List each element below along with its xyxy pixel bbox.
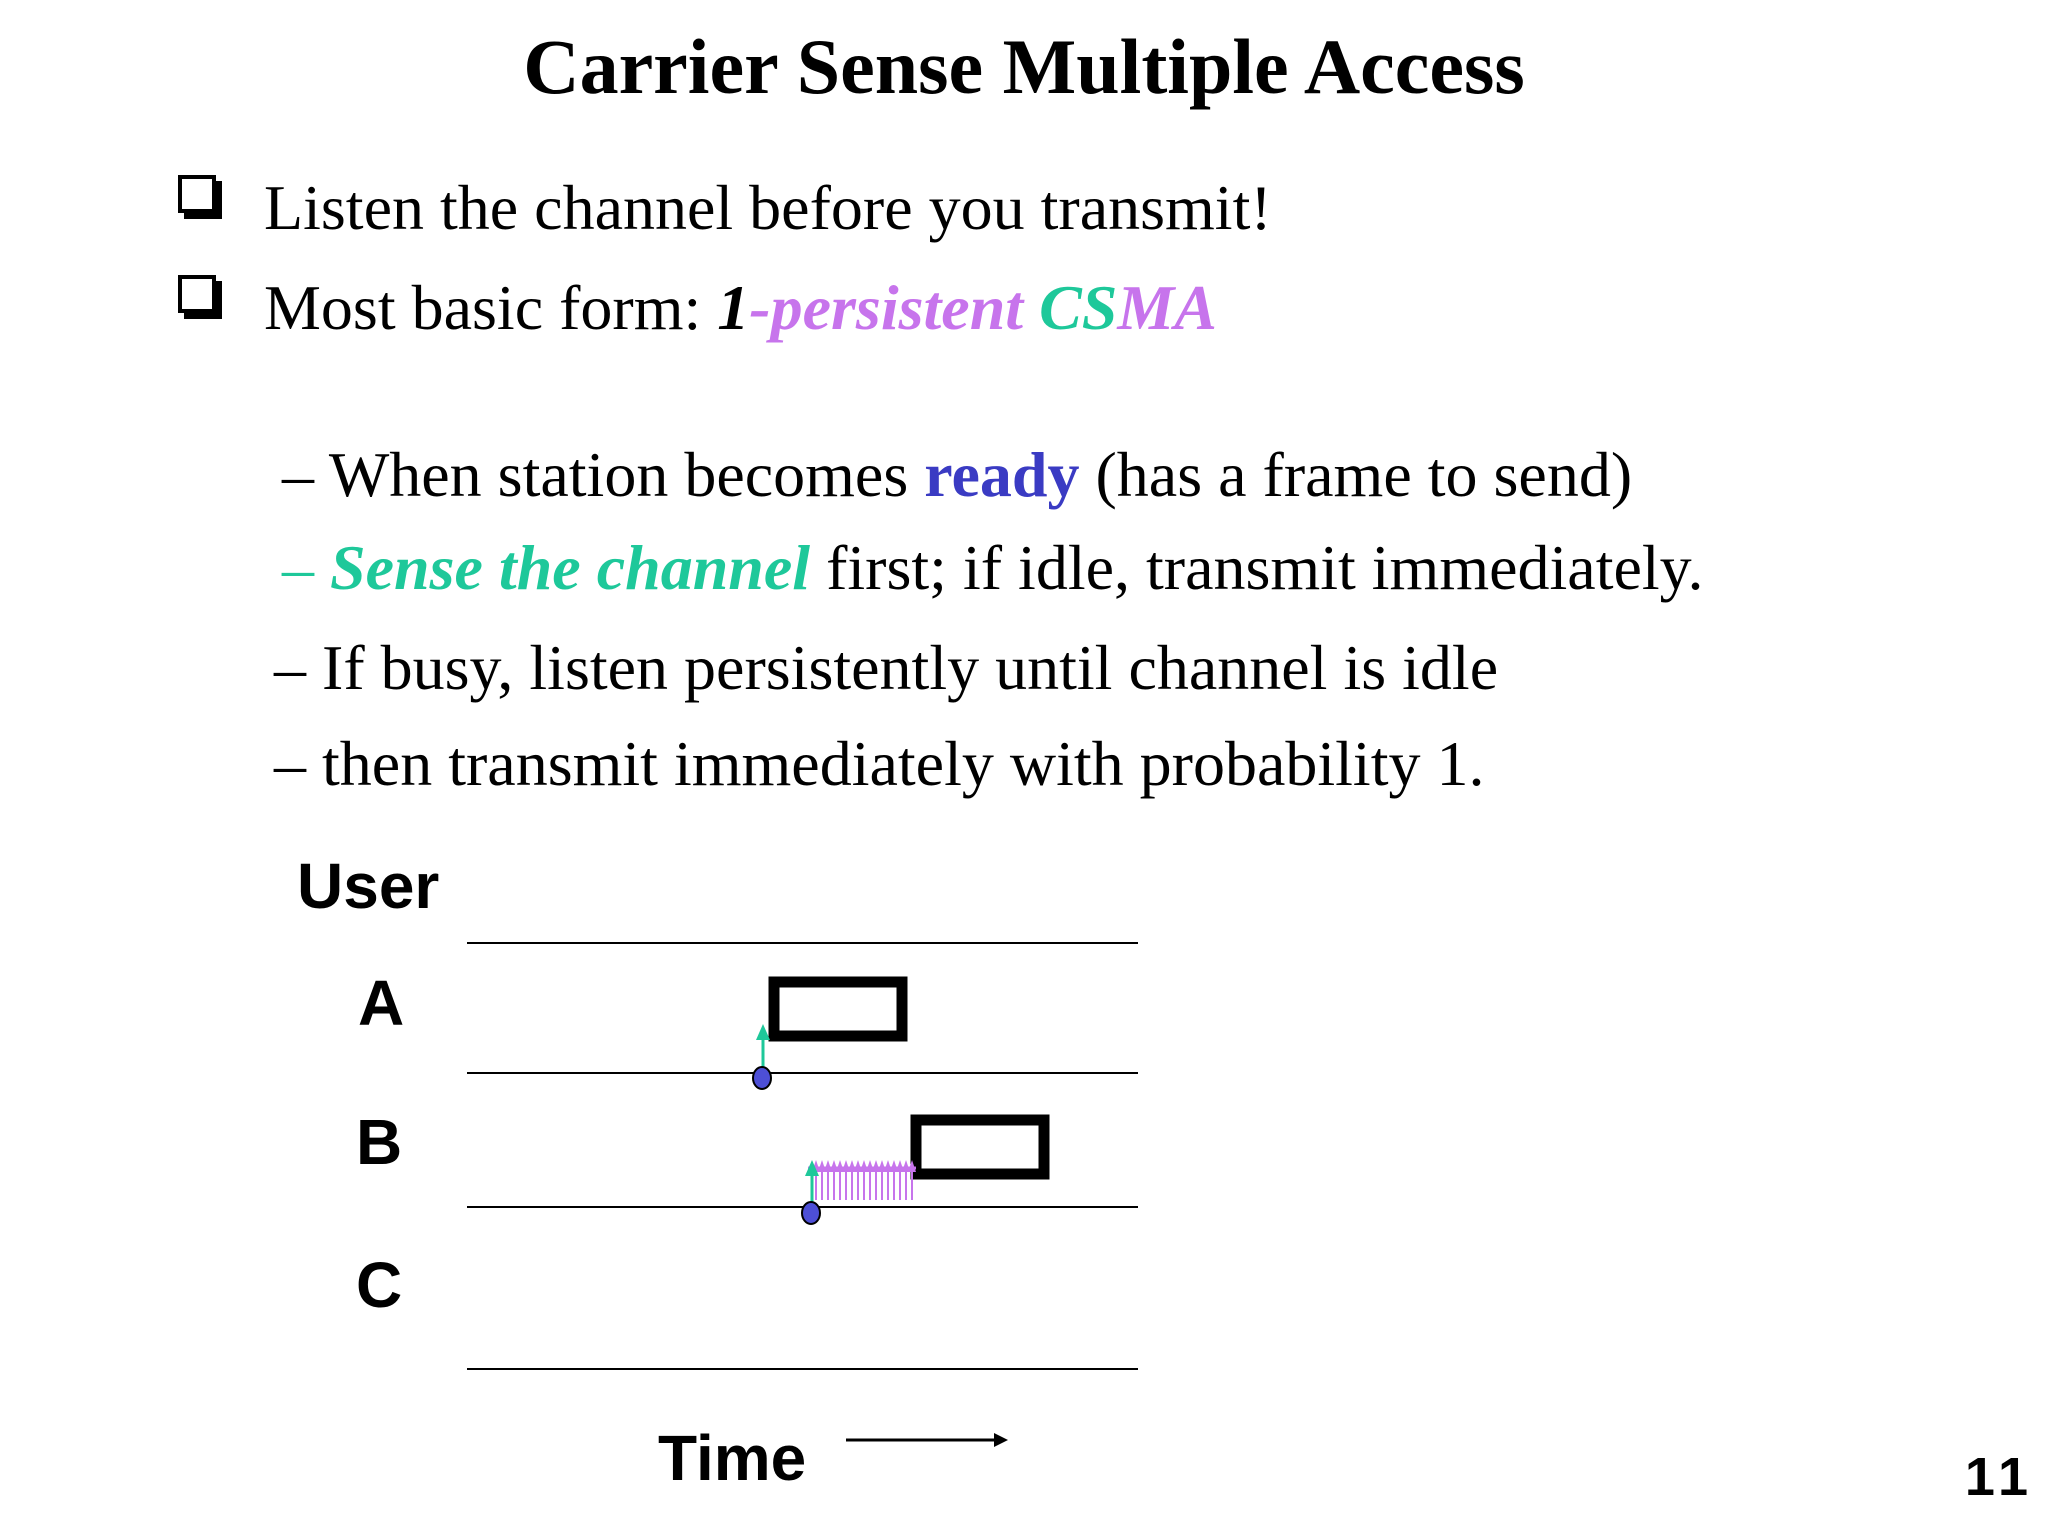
dash: – [274, 728, 322, 799]
ready-marker-a-icon [753, 1067, 771, 1089]
csma-cs: CS [1039, 272, 1118, 343]
subpoint-post: (has a frame to send) [1079, 439, 1633, 510]
dash: – [282, 439, 329, 510]
csma-ma: MA [1117, 272, 1217, 343]
user-axis-label: User [297, 850, 440, 922]
dash: – [282, 532, 330, 603]
dash: – [274, 632, 322, 703]
time-arrowhead-icon [994, 1433, 1008, 1447]
subpoint-text: then transmit immediately with probability 1. [322, 728, 1485, 799]
time-axis-label: Time [658, 1422, 807, 1494]
page-number: 11 [1964, 1447, 2034, 1507]
persistent-listening-ticks [812, 1160, 916, 1200]
user-b-label: B [356, 1106, 403, 1178]
user-c-label: C [356, 1249, 403, 1321]
bullet-text: Listen the channel before you transmit! [264, 172, 1272, 243]
ready-arrowhead-a-icon [756, 1024, 770, 1040]
csma-persistent: -persistent [749, 272, 1040, 343]
ready-word: ready [924, 439, 1080, 510]
ready-marker-b-icon [802, 1202, 820, 1224]
subpoint-text: If busy, listen persistently until channel is idle [322, 632, 1499, 703]
frame-user-a [774, 982, 902, 1036]
bullet-prefix: Most basic form: [264, 272, 718, 343]
frame-user-b [916, 1120, 1044, 1174]
slide-title: Carrier Sense Multiple Access [523, 23, 1525, 110]
csma-number: 1 [717, 272, 750, 343]
sense-channel-phrase: Sense the channel [330, 532, 811, 603]
subpoint-post: first; if idle, transmit immediately. [810, 532, 1704, 603]
user-a-label: A [358, 967, 405, 1039]
subpoint-pre: When station becomes [328, 439, 925, 510]
